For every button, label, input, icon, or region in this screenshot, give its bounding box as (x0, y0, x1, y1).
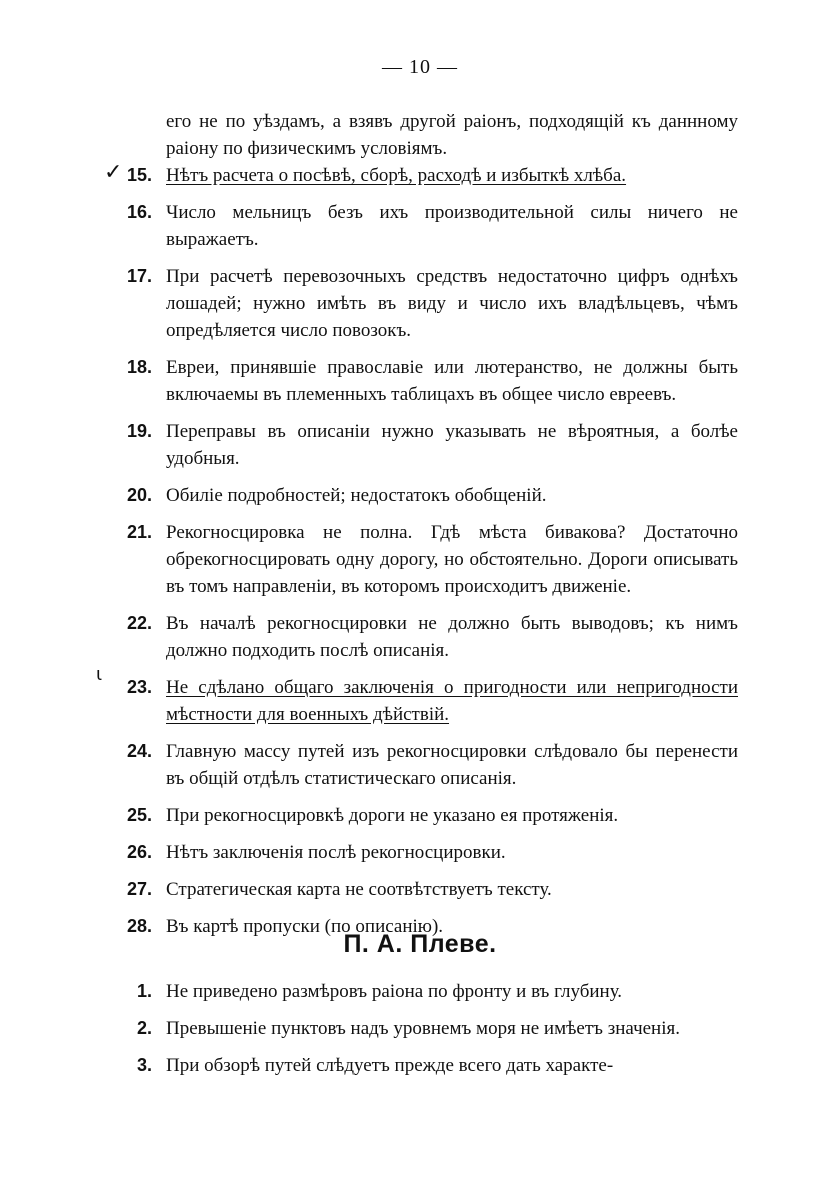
item-number: 27. (126, 879, 152, 899)
item-number: 1. (136, 981, 152, 1001)
item-text: При расчетѣ перевозочныхъ средствъ недостаточно цифръ однѣхъ лошадей; нужно имѣть въ виду и число ихъ владѣльцевъ, чѣмъ опредѣляется число повозокъ. (166, 266, 738, 341)
item-text: Нѣтъ расчета о посѣвѣ, сборѣ, расходѣ и избыткѣ хлѣба. (166, 165, 627, 186)
item-text: Нѣтъ заключенія послѣ рекогносцировки. (166, 842, 506, 863)
item-text: Въ картѣ пропуски (по описанію). (166, 916, 444, 937)
item-text: Обиліе подробностей; недостатокъ обобщеній. (166, 485, 547, 506)
item-number: 17. (126, 266, 152, 286)
list-item (0, 199, 840, 253)
remarks-list (0, 162, 840, 950)
continuation-paragraph (0, 108, 840, 162)
item-text: Въ началѣ рекогносцировки не должно быть выводовъ; къ нимъ должно подходить послѣ описанія. (166, 613, 738, 661)
item-text: При обзорѣ путей слѣдуетъ прежде всего дать характе- (166, 1055, 614, 1076)
item-number: 23. (126, 677, 152, 697)
item-text: При рекогносцировкѣ дороги не указано ея протяженія. (166, 805, 619, 826)
list-item (0, 802, 840, 829)
list-item (0, 876, 840, 903)
list-item (0, 1052, 840, 1079)
item-number: 20. (126, 485, 152, 505)
list-item (0, 674, 840, 728)
list-item (0, 738, 840, 792)
item-number: 16. (126, 202, 152, 222)
tick-mark-icon: ɩ (96, 664, 103, 685)
section-heading: П. А. Плеве. (343, 930, 497, 958)
item-number: 21. (126, 522, 152, 542)
checkmark-icon: ✓ (104, 160, 123, 185)
item-number: 28. (126, 916, 152, 936)
item-text: Не сдѣлано общаго заключенія о пригодности или непригодности мѣстности для военныхъ дѣйствій. (166, 677, 738, 725)
item-text: Переправы въ описаніи нужно указывать не вѣроятныя, а болѣе удобныя. (166, 421, 738, 469)
list-item (0, 839, 840, 866)
page-number: — 10 — (382, 56, 458, 78)
list-item (0, 610, 840, 664)
item-text: Евреи, принявшіе православіе или лютеранство, не должны быть включаемы въ племенныхъ таблицахъ въ общее число евреевъ. (166, 357, 738, 405)
item-number: 18. (126, 357, 152, 377)
item-text: Превышеніе пунктовъ надъ уровнемъ моря не имѣетъ значенія. (166, 1018, 680, 1039)
list-item (0, 1015, 840, 1042)
item-number: 3. (136, 1055, 152, 1075)
continuation-text: его не по уѣздамъ, а взявъ другой раіонъ, подходящій къ даннному раіону по физическимъ условіямъ. (166, 111, 738, 159)
list-item (0, 482, 840, 509)
list-item (0, 162, 840, 189)
item-number: 19. (126, 421, 152, 441)
second-remarks-list (0, 978, 840, 1089)
item-text: Стратегическая карта не соотвѣтствуетъ тексту. (166, 879, 552, 900)
list-item (0, 519, 840, 600)
list-item (0, 354, 840, 408)
item-text: Главную массу путей изъ рекогносцировки слѣдовало бы перенести въ общій отдѣлъ статистическаго описанія. (166, 741, 738, 789)
item-text: Не приведено размѣровъ раіона по фронту и въ глубину. (166, 981, 623, 1002)
item-number: 24. (126, 741, 152, 761)
item-text: Рекогносцировка не полна. Гдѣ мѣста бивакова? Достаточно обрекогносцировать одну дорогу, но обстоятельно. Дороги описывать въ томъ направленіи, въ которомъ происходитъ движеніе. (166, 522, 738, 597)
item-number: 26. (126, 842, 152, 862)
item-text: Число мельницъ безъ ихъ производительной силы ничего не выражаетъ. (166, 202, 738, 250)
list-item (0, 263, 840, 344)
item-number: 22. (126, 613, 152, 633)
list-item (0, 418, 840, 472)
list-item (0, 978, 840, 1005)
item-number: 15. (126, 165, 152, 185)
item-number: 2. (136, 1018, 152, 1038)
item-number: 25. (126, 805, 152, 825)
